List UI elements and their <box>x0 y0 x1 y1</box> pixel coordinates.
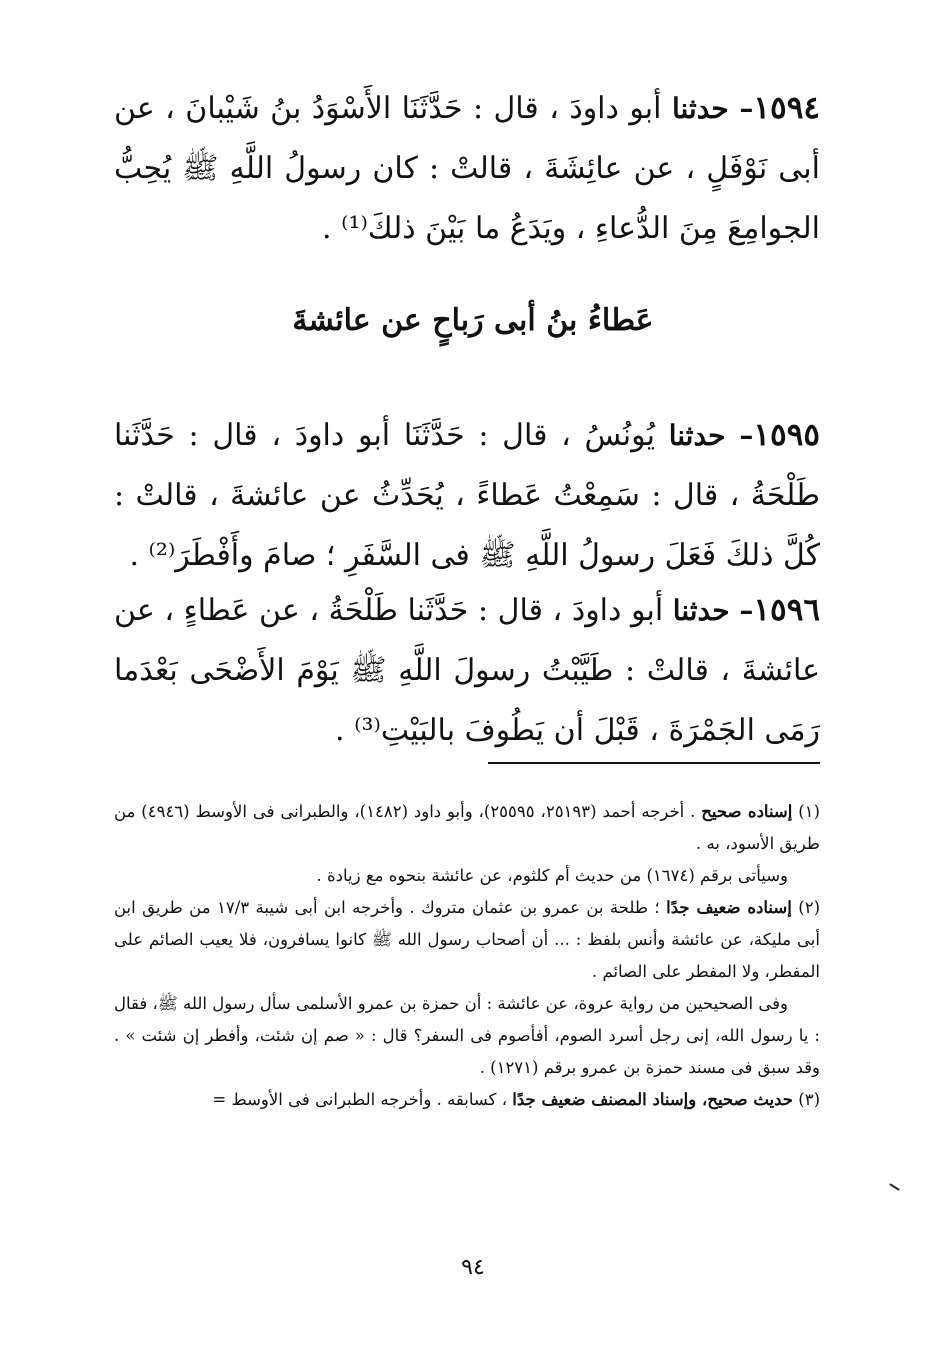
hadith-lead: – حدثنا <box>672 594 754 627</box>
footnote-1 <box>114 796 820 860</box>
hadith-number: ١٥٩٦ <box>753 592 820 628</box>
footnote-grade: حديث صحيح، وإسناد المصنف ضعيف جدًا <box>512 1090 793 1109</box>
hadith-text: أبو داودَ ، قال : حَدَّثَنَا الأَسْوَدُ بنُ شَيْبانَ ، عن أبى نَوْفَلٍ ، عن عائِشَةَ ، قالتْ : كان رسولُ اللَّهِ ﷺ يُحِبُّ الجوامِعَ مِنَ الدُّعاءِ ، ويَدَعُ ما بَيْنَ ذلكَ⁽¹⁾ . <box>114 91 820 246</box>
footnote-marker: (١) <box>798 802 820 821</box>
footnote-divider <box>488 762 820 764</box>
footnote-3 <box>114 1084 820 1116</box>
footnote-grade: إسناده ضعيف جدًا <box>666 898 792 917</box>
hadith-1595 <box>114 405 820 586</box>
footnote-2 <box>114 892 820 988</box>
hadith-number: ١٥٩٥ <box>753 417 820 453</box>
footnote-text: ؛ طلحة بن عمرو بن عثمان متروك . وأخرجه ابن أبى شيبة ١٧/٣ من طريق ابن أبى مليكة، عن عائشة وأنس بلفظ : ... أن أصحاب رسول الله ﷺ كانوا يسافرون، فلا يعيب الصائم على المفطر، ولا المفطر على الصائم . <box>114 898 820 981</box>
footnote-grade: إسناده صحيح <box>701 802 793 821</box>
footnotes <box>114 796 820 1116</box>
footnote-marker: (٢) <box>798 898 820 917</box>
hadith-number: ١٥٩٤ <box>753 90 820 126</box>
footnote-text: . أخرجه أحمد (٢٥١٩٣، ٢٥٥٩٥)، وأبو داود (١٤٨٢)، والطبرانى فى الأوسط (٤٩٤٦) من طريق الأسود، به . <box>114 802 820 853</box>
page-number: ٩٤ <box>461 1255 485 1280</box>
scan-mark <box>889 1183 899 1191</box>
hadith-text: أبو داودَ ، قال : حَدَّثَنا طَلْحَةُ ، عن عَطاءٍ ، عن عائشةَ ، قالتْ : طَيَّبْتُ رسولَ اللَّهِ ﷺ يَوْمَ الأَضْحَى بَعْدَما رَمَى الجَمْرَةَ ، قَبْلَ أن يَطُوفَ بالبَيْتِ⁽³⁾ . <box>114 593 820 748</box>
section-heading: عَطاءُ بنُ أبى رَباحٍ عن عائشةَ <box>292 303 654 338</box>
hadith-lead: – حدثنا <box>668 419 754 452</box>
hadith-1594 <box>114 78 820 259</box>
hadith-1596 <box>114 580 820 761</box>
footnote-1-continuation: وسيأتى برقم (١٦٧٤) من حديث أم كلثوم، عن عائشة بنحوه مع زيادة . <box>316 866 788 885</box>
hadith-text: يُونُسُ ، قال : حَدَّثَنَا أبو داودَ ، قال : حَدَّثَنا طَلْحَةُ ، قال : سَمِعْتُ عَطاءً ، يُحَدِّثُ عن عائشةَ ، قالتْ : كُلَّ ذلكَ فَعَلَ رسولُ اللَّهِ ﷺ فى السَّفَرِ ؛ صامَ وأَفْطَرَ⁽²⁾ . <box>114 418 820 573</box>
footnote-2-continuation: وفى الصحيحين من رواية عروة، عن عائشة : أن حمزة بن عمرو الأسلمى سأل رسول الله ﷺ، فقال : يا رسول الله، إنى رجل أسرد الصوم، أفأصوم فى السفر؟ قال : « صم إن شئت، وأفطر إن شئت » . وقد سبق فى مسند حمزة بن عمرو برقم (١٢٧١) . <box>114 994 820 1077</box>
hadith-lead: – حدثنا <box>671 92 754 125</box>
footnote-marker: (٣) <box>798 1090 820 1109</box>
footnote-text: ، كسابقه . وأخرجه الطبرانى فى الأوسط = <box>212 1090 508 1109</box>
